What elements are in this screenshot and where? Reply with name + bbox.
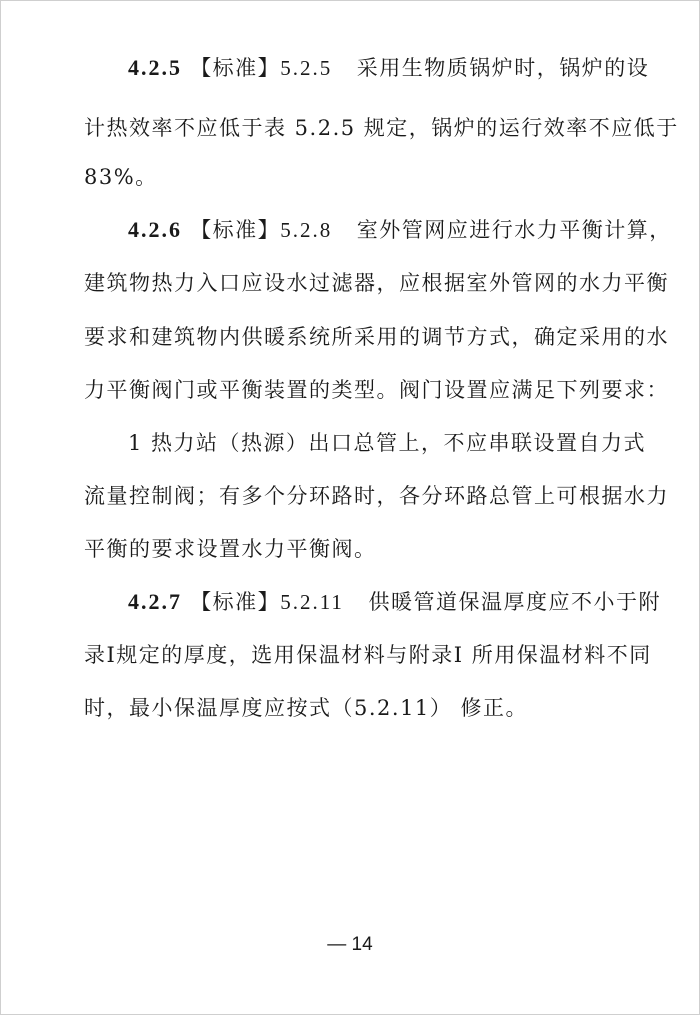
- list-item-line: 平衡的要求设置水力平衡阀。: [84, 537, 377, 561]
- clause-number: 4.2.5: [128, 55, 182, 80]
- page-number: — 14: [327, 934, 373, 955]
- clause-text-line: 录Ⅰ规定的厚度，选用保温材料与附录Ⅰ 所用保温材料不同: [84, 643, 652, 667]
- clause-text-line: 计热效率不应低于表 5.2.5 规定，锅炉的运行效率不应低于: [84, 116, 679, 140]
- clause-text-line: 采用生物质锅炉时，锅炉的设: [356, 56, 650, 80]
- clause-reference: 5.2.5: [280, 56, 333, 80]
- clause-tag: 【标准】: [190, 56, 281, 80]
- clause-4-2-6-heading-line: [128, 215, 672, 245]
- list-item-line: 1 热力站（热源）出口总管上，不应串联设置自力式: [128, 431, 647, 455]
- clause-tag: 【标准】: [190, 590, 281, 614]
- clause-number: 4.2.6: [128, 217, 182, 242]
- clause-text-line: 室外管网应进行水力平衡计算，: [356, 218, 672, 242]
- list-item-line: 流量控制阀；有多个分环路时，各分环路总管上可根据水力: [84, 484, 669, 508]
- clause-text-line: 力平衡阀门或平衡装置的类型。阀门设置应满足下列要求：: [84, 378, 669, 402]
- clause-text-line: 建筑物热力入口应设水过滤器，应根据室外管网的水力平衡: [84, 271, 669, 295]
- clause-text-line: 时，最小保温厚度应按式（5.2.11） 修正。: [84, 696, 528, 720]
- clause-reference: 5.2.11: [280, 590, 344, 614]
- clause-4-2-7-heading-line: [128, 587, 661, 617]
- clause-text-line: 83%。: [84, 165, 158, 189]
- clause-4-2-5-heading-line: [128, 53, 649, 83]
- clause-text-line: 供暖管道保温厚度应不小于附: [368, 590, 661, 614]
- clause-tag: 【标准】: [190, 218, 281, 242]
- clause-reference: 5.2.8: [280, 218, 333, 242]
- clause-number: 4.2.7: [128, 589, 182, 614]
- clause-text-line: 要求和建筑物内供暖系统所采用的调节方式，确定采用的水: [84, 325, 669, 349]
